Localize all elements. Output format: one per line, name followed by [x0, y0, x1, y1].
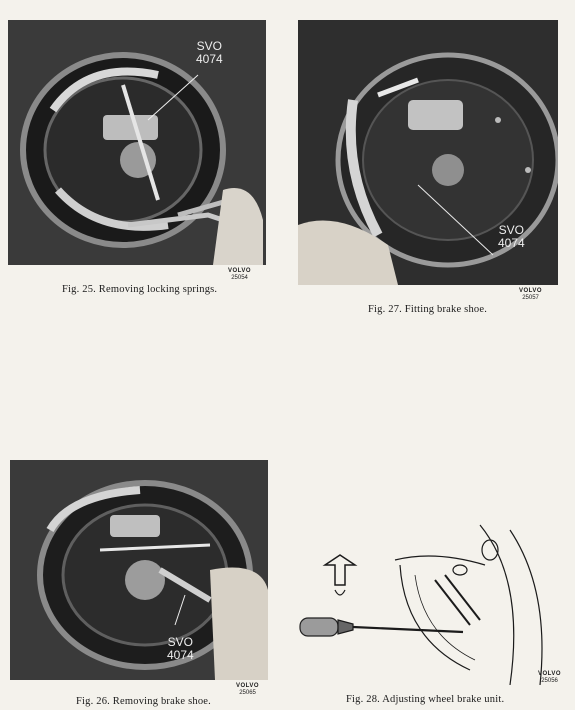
- tool-label-line2: 4074: [167, 648, 194, 662]
- tool-label-svo-4074: [498, 224, 525, 250]
- figure-25-photo: [8, 20, 266, 265]
- figure-27-code: [519, 288, 542, 302]
- figure-25-caption: Fig. 25. Removing locking springs.: [62, 284, 218, 295]
- figure-28-caption: Fig. 28. Adjusting wheel brake unit.: [346, 694, 505, 705]
- figure-number: 25057: [522, 295, 539, 301]
- tool-label-svo-4074: [196, 40, 223, 66]
- tool-label-line2: 4074: [498, 236, 525, 250]
- tool-label-line1: SVO: [196, 39, 223, 53]
- figure-26-photo: [10, 460, 268, 680]
- figure-27-caption: Fig. 27. Fitting brake shoe.: [368, 304, 488, 315]
- figure-number: 25054: [231, 275, 248, 281]
- figure-28-code: [538, 671, 561, 685]
- tool-label-line1: SVO: [167, 635, 194, 649]
- brand-mark: VOLVO: [519, 288, 543, 294]
- figure-number: 25056: [541, 678, 558, 684]
- tool-label-svo-4074: [167, 636, 194, 662]
- figure-number: 25065: [239, 690, 256, 696]
- tool-label-line1: SVO: [498, 223, 525, 237]
- brand-mark: VOLVO: [236, 683, 260, 689]
- figure-26-code: [236, 683, 259, 697]
- figure-26-caption: Fig. 26. Removing brake shoe.: [76, 696, 211, 707]
- tool-label-line2: 4074: [196, 52, 223, 66]
- figure-28-drawing: [295, 520, 560, 685]
- brand-mark: VOLVO: [228, 268, 252, 274]
- figure-25-code: [228, 268, 251, 282]
- brand-mark: VOLVO: [538, 671, 562, 677]
